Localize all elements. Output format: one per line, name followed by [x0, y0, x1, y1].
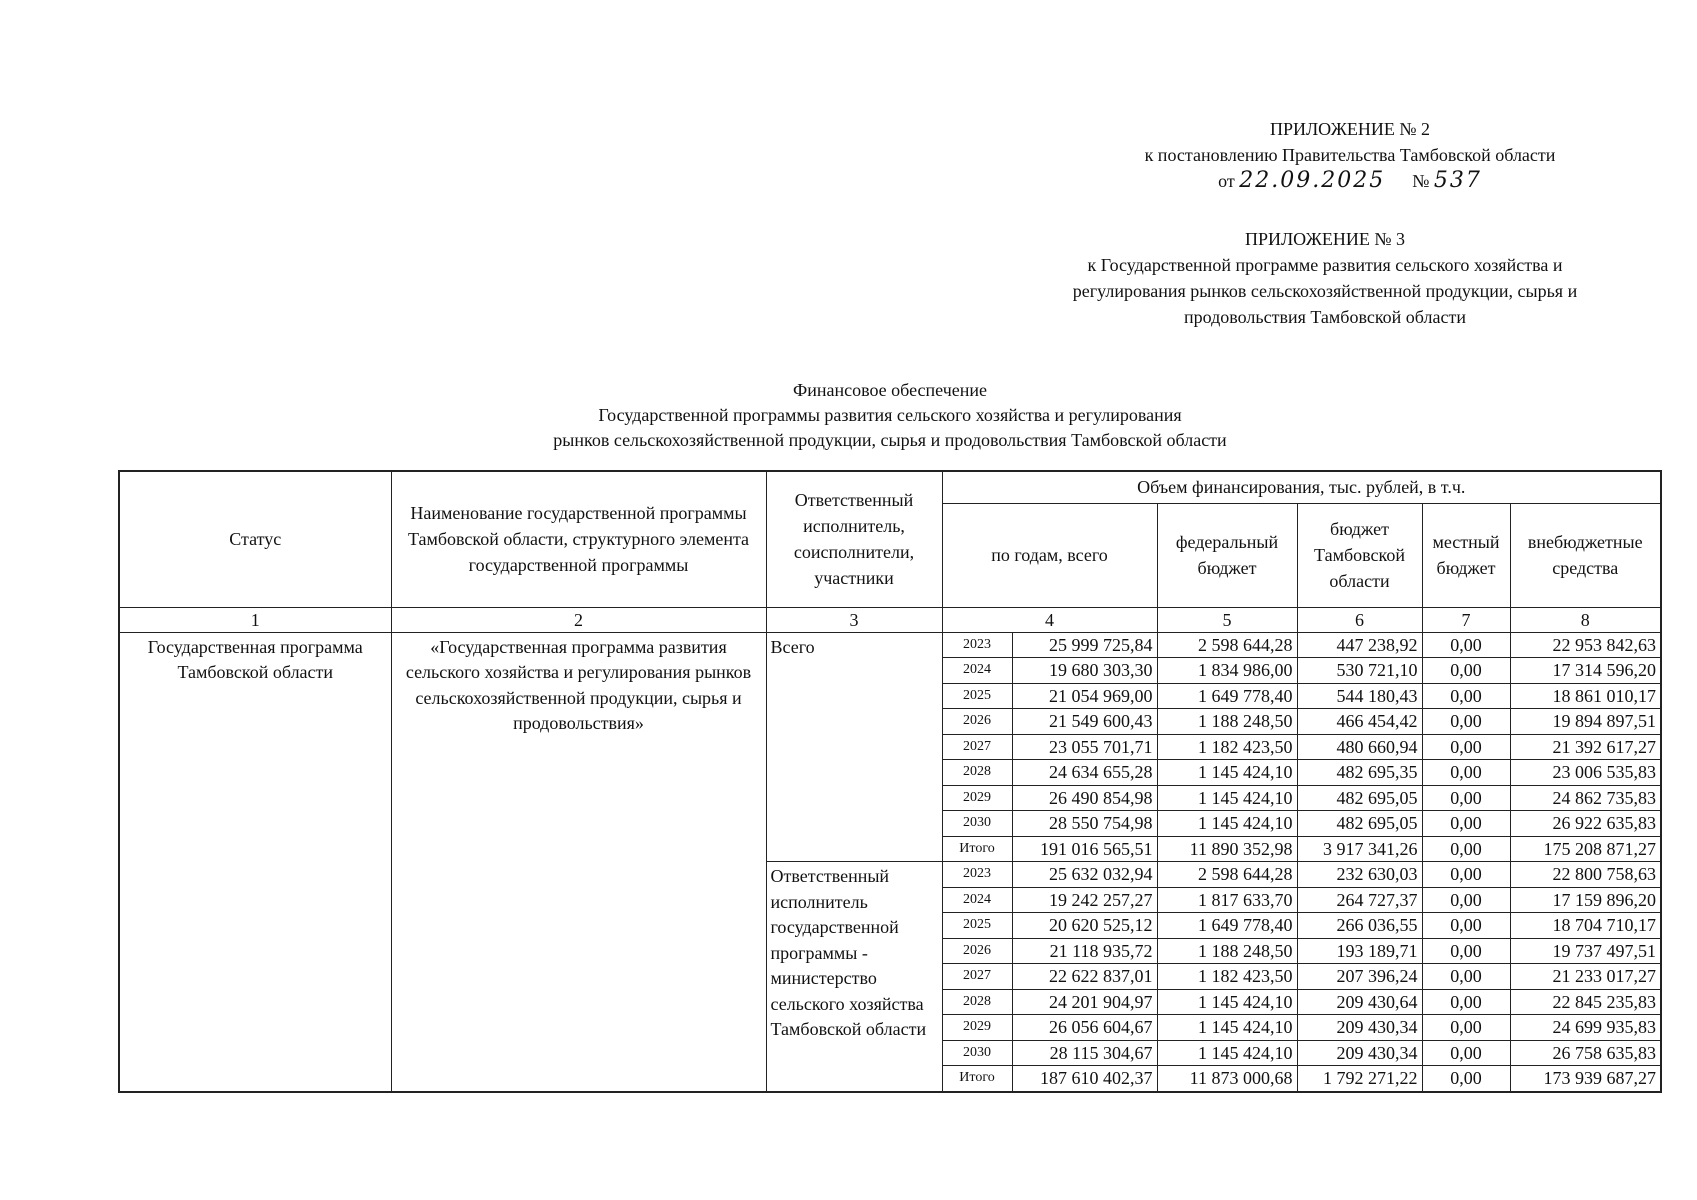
col-number: 2 — [391, 607, 766, 632]
header-extra: внебюджетные средства — [1510, 503, 1661, 607]
total-cell: 20 620 525,12 — [1012, 913, 1157, 939]
local-cell: 0,00 — [1422, 683, 1510, 709]
total-cell: 22 622 837,01 — [1012, 964, 1157, 990]
local-cell: 0,00 — [1422, 938, 1510, 964]
federal-cell: 1 145 424,10 — [1157, 1040, 1297, 1066]
local-cell: 0,00 — [1422, 862, 1510, 888]
federal-cell: 11 890 352,98 — [1157, 836, 1297, 862]
header-executor: Ответственный исполнитель, соисполнители, участники — [766, 471, 942, 607]
federal-cell: 1 145 424,10 — [1157, 785, 1297, 811]
extra-cell: 26 758 635,83 — [1510, 1040, 1661, 1066]
header-status: Статус — [119, 471, 391, 607]
handwritten-date: 22.09.2025 — [1239, 168, 1386, 193]
total-cell: 28 115 304,67 — [1012, 1040, 1157, 1066]
title-line-3: рынков сельскохозяйственной продукции, сырья и продовольствия Тамбовской области — [553, 430, 1227, 450]
local-cell: 0,00 — [1422, 989, 1510, 1015]
federal-cell: 1 182 423,50 — [1157, 734, 1297, 760]
year-cell: 2027 — [942, 964, 1012, 990]
extra-cell: 24 862 735,83 — [1510, 785, 1661, 811]
total-cell: 21 118 935,72 — [1012, 938, 1157, 964]
extra-cell: 17 314 596,20 — [1510, 658, 1661, 684]
extra-cell: 22 953 842,63 — [1510, 632, 1661, 658]
year-cell: 2028 — [942, 760, 1012, 786]
federal-cell: 1 145 424,10 — [1157, 1015, 1297, 1041]
col-number: 5 — [1157, 607, 1297, 632]
regional-cell: 480 660,94 — [1297, 734, 1422, 760]
local-cell: 0,00 — [1422, 964, 1510, 990]
title-line-2: Государственной программы развития сельского хозяйства и регулирования — [598, 405, 1182, 425]
local-cell: 0,00 — [1422, 632, 1510, 658]
col-number: 8 — [1510, 607, 1661, 632]
federal-cell: 1 817 633,70 — [1157, 887, 1297, 913]
from-label: от — [1218, 171, 1235, 191]
number-label: № — [1412, 171, 1430, 191]
local-cell: 0,00 — [1422, 1015, 1510, 1041]
local-cell: 0,00 — [1422, 836, 1510, 862]
extra-cell: 26 922 635,83 — [1510, 811, 1661, 837]
local-cell: 0,00 — [1422, 709, 1510, 735]
col-number: 4 — [942, 607, 1157, 632]
local-cell: 0,00 — [1422, 811, 1510, 837]
total-cell: 23 055 701,71 — [1012, 734, 1157, 760]
col-number: 6 — [1297, 607, 1422, 632]
total-cell: 28 550 754,98 — [1012, 811, 1157, 837]
table-row — [119, 632, 1661, 658]
local-cell: 0,00 — [1422, 658, 1510, 684]
header-funding: Объем финансирования, тыс. рублей, в т.ч. — [942, 471, 1661, 503]
year-cell: 2028 — [942, 989, 1012, 1015]
financing-table — [118, 470, 1662, 1093]
year-cell: 2030 — [942, 1040, 1012, 1066]
appendix-3-line-3: продовольствия Тамбовской области — [1184, 307, 1466, 327]
federal-cell: 1 188 248,50 — [1157, 938, 1297, 964]
executor-cell: Ответственный исполнитель государственной программы - министерство сельского хозяйства Тамбовской области — [766, 862, 942, 1092]
local-cell: 0,00 — [1422, 760, 1510, 786]
extra-cell: 19 737 497,51 — [1510, 938, 1661, 964]
extra-cell: 17 159 896,20 — [1510, 887, 1661, 913]
federal-cell: 11 873 000,68 — [1157, 1066, 1297, 1092]
local-cell: 0,00 — [1422, 734, 1510, 760]
local-cell: 0,00 — [1422, 913, 1510, 939]
extra-cell: 19 894 897,51 — [1510, 709, 1661, 735]
total-cell: 19 242 257,27 — [1012, 887, 1157, 913]
appendix-2-header — [1040, 116, 1660, 194]
local-cell: 0,00 — [1422, 887, 1510, 913]
appendix-3-header — [1005, 226, 1645, 330]
total-cell: 21 549 600,43 — [1012, 709, 1157, 735]
header-name: Наименование государственной программы Тамбовской области, структурного элемента государственной программы — [391, 471, 766, 607]
total-cell: 26 490 854,98 — [1012, 785, 1157, 811]
regional-cell: 209 430,64 — [1297, 989, 1422, 1015]
total-cell: 19 680 303,30 — [1012, 658, 1157, 684]
year-cell: 2030 — [942, 811, 1012, 837]
regional-cell: 482 695,35 — [1297, 760, 1422, 786]
header-by-years: по годам, всего — [942, 503, 1157, 607]
federal-cell: 1 145 424,10 — [1157, 989, 1297, 1015]
regional-cell: 3 917 341,26 — [1297, 836, 1422, 862]
federal-cell: 1 145 424,10 — [1157, 811, 1297, 837]
year-cell: 2029 — [942, 1015, 1012, 1041]
extra-cell: 22 800 758,63 — [1510, 862, 1661, 888]
year-cell: 2029 — [942, 785, 1012, 811]
regional-cell: 1 792 271,22 — [1297, 1066, 1422, 1092]
executor-cell: Всего — [766, 632, 942, 862]
header-regional: бюджет Тамбовской области — [1297, 503, 1422, 607]
regional-cell: 193 189,71 — [1297, 938, 1422, 964]
total-cell: 24 201 904,97 — [1012, 989, 1157, 1015]
local-cell: 0,00 — [1422, 785, 1510, 811]
federal-cell: 1 188 248,50 — [1157, 709, 1297, 735]
appendix-3-line-1: к Государственной программе развития сельского хозяйства и — [1087, 255, 1563, 275]
table-body — [119, 632, 1661, 1092]
regional-cell: 530 721,10 — [1297, 658, 1422, 684]
year-cell: 2023 — [942, 862, 1012, 888]
regional-cell: 209 430,34 — [1297, 1040, 1422, 1066]
extra-cell: 23 006 535,83 — [1510, 760, 1661, 786]
program-name-cell: «Государственная программа развития сельского хозяйства и регулирования рынков сельскохозяйственной продукции, сырья и продовольствия» — [391, 632, 766, 1092]
total-cell: 187 610 402,37 — [1012, 1066, 1157, 1092]
header-federal: федеральный бюджет — [1157, 503, 1297, 607]
extra-cell: 173 939 687,27 — [1510, 1066, 1661, 1092]
regional-cell: 266 036,55 — [1297, 913, 1422, 939]
federal-cell: 1 145 424,10 — [1157, 760, 1297, 786]
year-cell: 2026 — [942, 938, 1012, 964]
title-line-1: Финансовое обеспечение — [792, 380, 987, 400]
appendix-2-line: к постановлению Правительства Тамбовской области — [1144, 145, 1556, 165]
total-cell: 26 056 604,67 — [1012, 1015, 1157, 1041]
total-cell: 25 632 032,94 — [1012, 862, 1157, 888]
year-cell: 2024 — [942, 658, 1012, 684]
total-cell: 25 999 725,84 — [1012, 632, 1157, 658]
total-cell: 21 054 969,00 — [1012, 683, 1157, 709]
regional-cell: 264 727,37 — [1297, 887, 1422, 913]
appendix-3-line-2: регулирования рынков сельскохозяйственной продукции, сырья и — [1072, 281, 1578, 301]
col-number: 7 — [1422, 607, 1510, 632]
regional-cell: 207 396,24 — [1297, 964, 1422, 990]
header-local: местный бюджет — [1422, 503, 1510, 607]
regional-cell: 466 454,42 — [1297, 709, 1422, 735]
year-cell: Итого — [942, 1066, 1012, 1092]
extra-cell: 21 233 017,27 — [1510, 964, 1661, 990]
local-cell: 0,00 — [1422, 1040, 1510, 1066]
year-cell: 2025 — [942, 683, 1012, 709]
regional-cell: 447 238,92 — [1297, 632, 1422, 658]
total-cell: 24 634 655,28 — [1012, 760, 1157, 786]
regional-cell: 209 430,34 — [1297, 1015, 1422, 1041]
regional-cell: 482 695,05 — [1297, 785, 1422, 811]
local-cell: 0,00 — [1422, 1066, 1510, 1092]
year-cell: 2023 — [942, 632, 1012, 658]
federal-cell: 2 598 644,28 — [1157, 862, 1297, 888]
status-cell: Государственная программа Тамбовской области — [119, 632, 391, 1092]
year-cell: 2027 — [942, 734, 1012, 760]
federal-cell: 1 649 778,40 — [1157, 683, 1297, 709]
col-number: 1 — [119, 607, 391, 632]
extra-cell: 175 208 871,27 — [1510, 836, 1661, 862]
extra-cell: 18 861 010,17 — [1510, 683, 1661, 709]
appendix-3-title: ПРИЛОЖЕНИЕ № 3 — [1244, 229, 1406, 249]
document-title — [430, 378, 1350, 453]
federal-cell: 1 182 423,50 — [1157, 964, 1297, 990]
regional-cell: 482 695,05 — [1297, 811, 1422, 837]
year-cell: 2024 — [942, 887, 1012, 913]
federal-cell: 2 598 644,28 — [1157, 632, 1297, 658]
appendix-2-title: ПРИЛОЖЕНИЕ № 2 — [1269, 119, 1431, 139]
col-number: 3 — [766, 607, 942, 632]
extra-cell: 24 699 935,83 — [1510, 1015, 1661, 1041]
year-cell: 2025 — [942, 913, 1012, 939]
extra-cell: 21 392 617,27 — [1510, 734, 1661, 760]
year-cell: Итого — [942, 836, 1012, 862]
year-cell: 2026 — [942, 709, 1012, 735]
handwritten-number: 537 — [1433, 168, 1482, 193]
federal-cell: 1 834 986,00 — [1157, 658, 1297, 684]
extra-cell: 18 704 710,17 — [1510, 913, 1661, 939]
federal-cell: 1 649 778,40 — [1157, 913, 1297, 939]
regional-cell: 232 630,03 — [1297, 862, 1422, 888]
total-cell: 191 016 565,51 — [1012, 836, 1157, 862]
regional-cell: 544 180,43 — [1297, 683, 1422, 709]
appendix-2-date-line — [1040, 168, 1660, 194]
extra-cell: 22 845 235,83 — [1510, 989, 1661, 1015]
